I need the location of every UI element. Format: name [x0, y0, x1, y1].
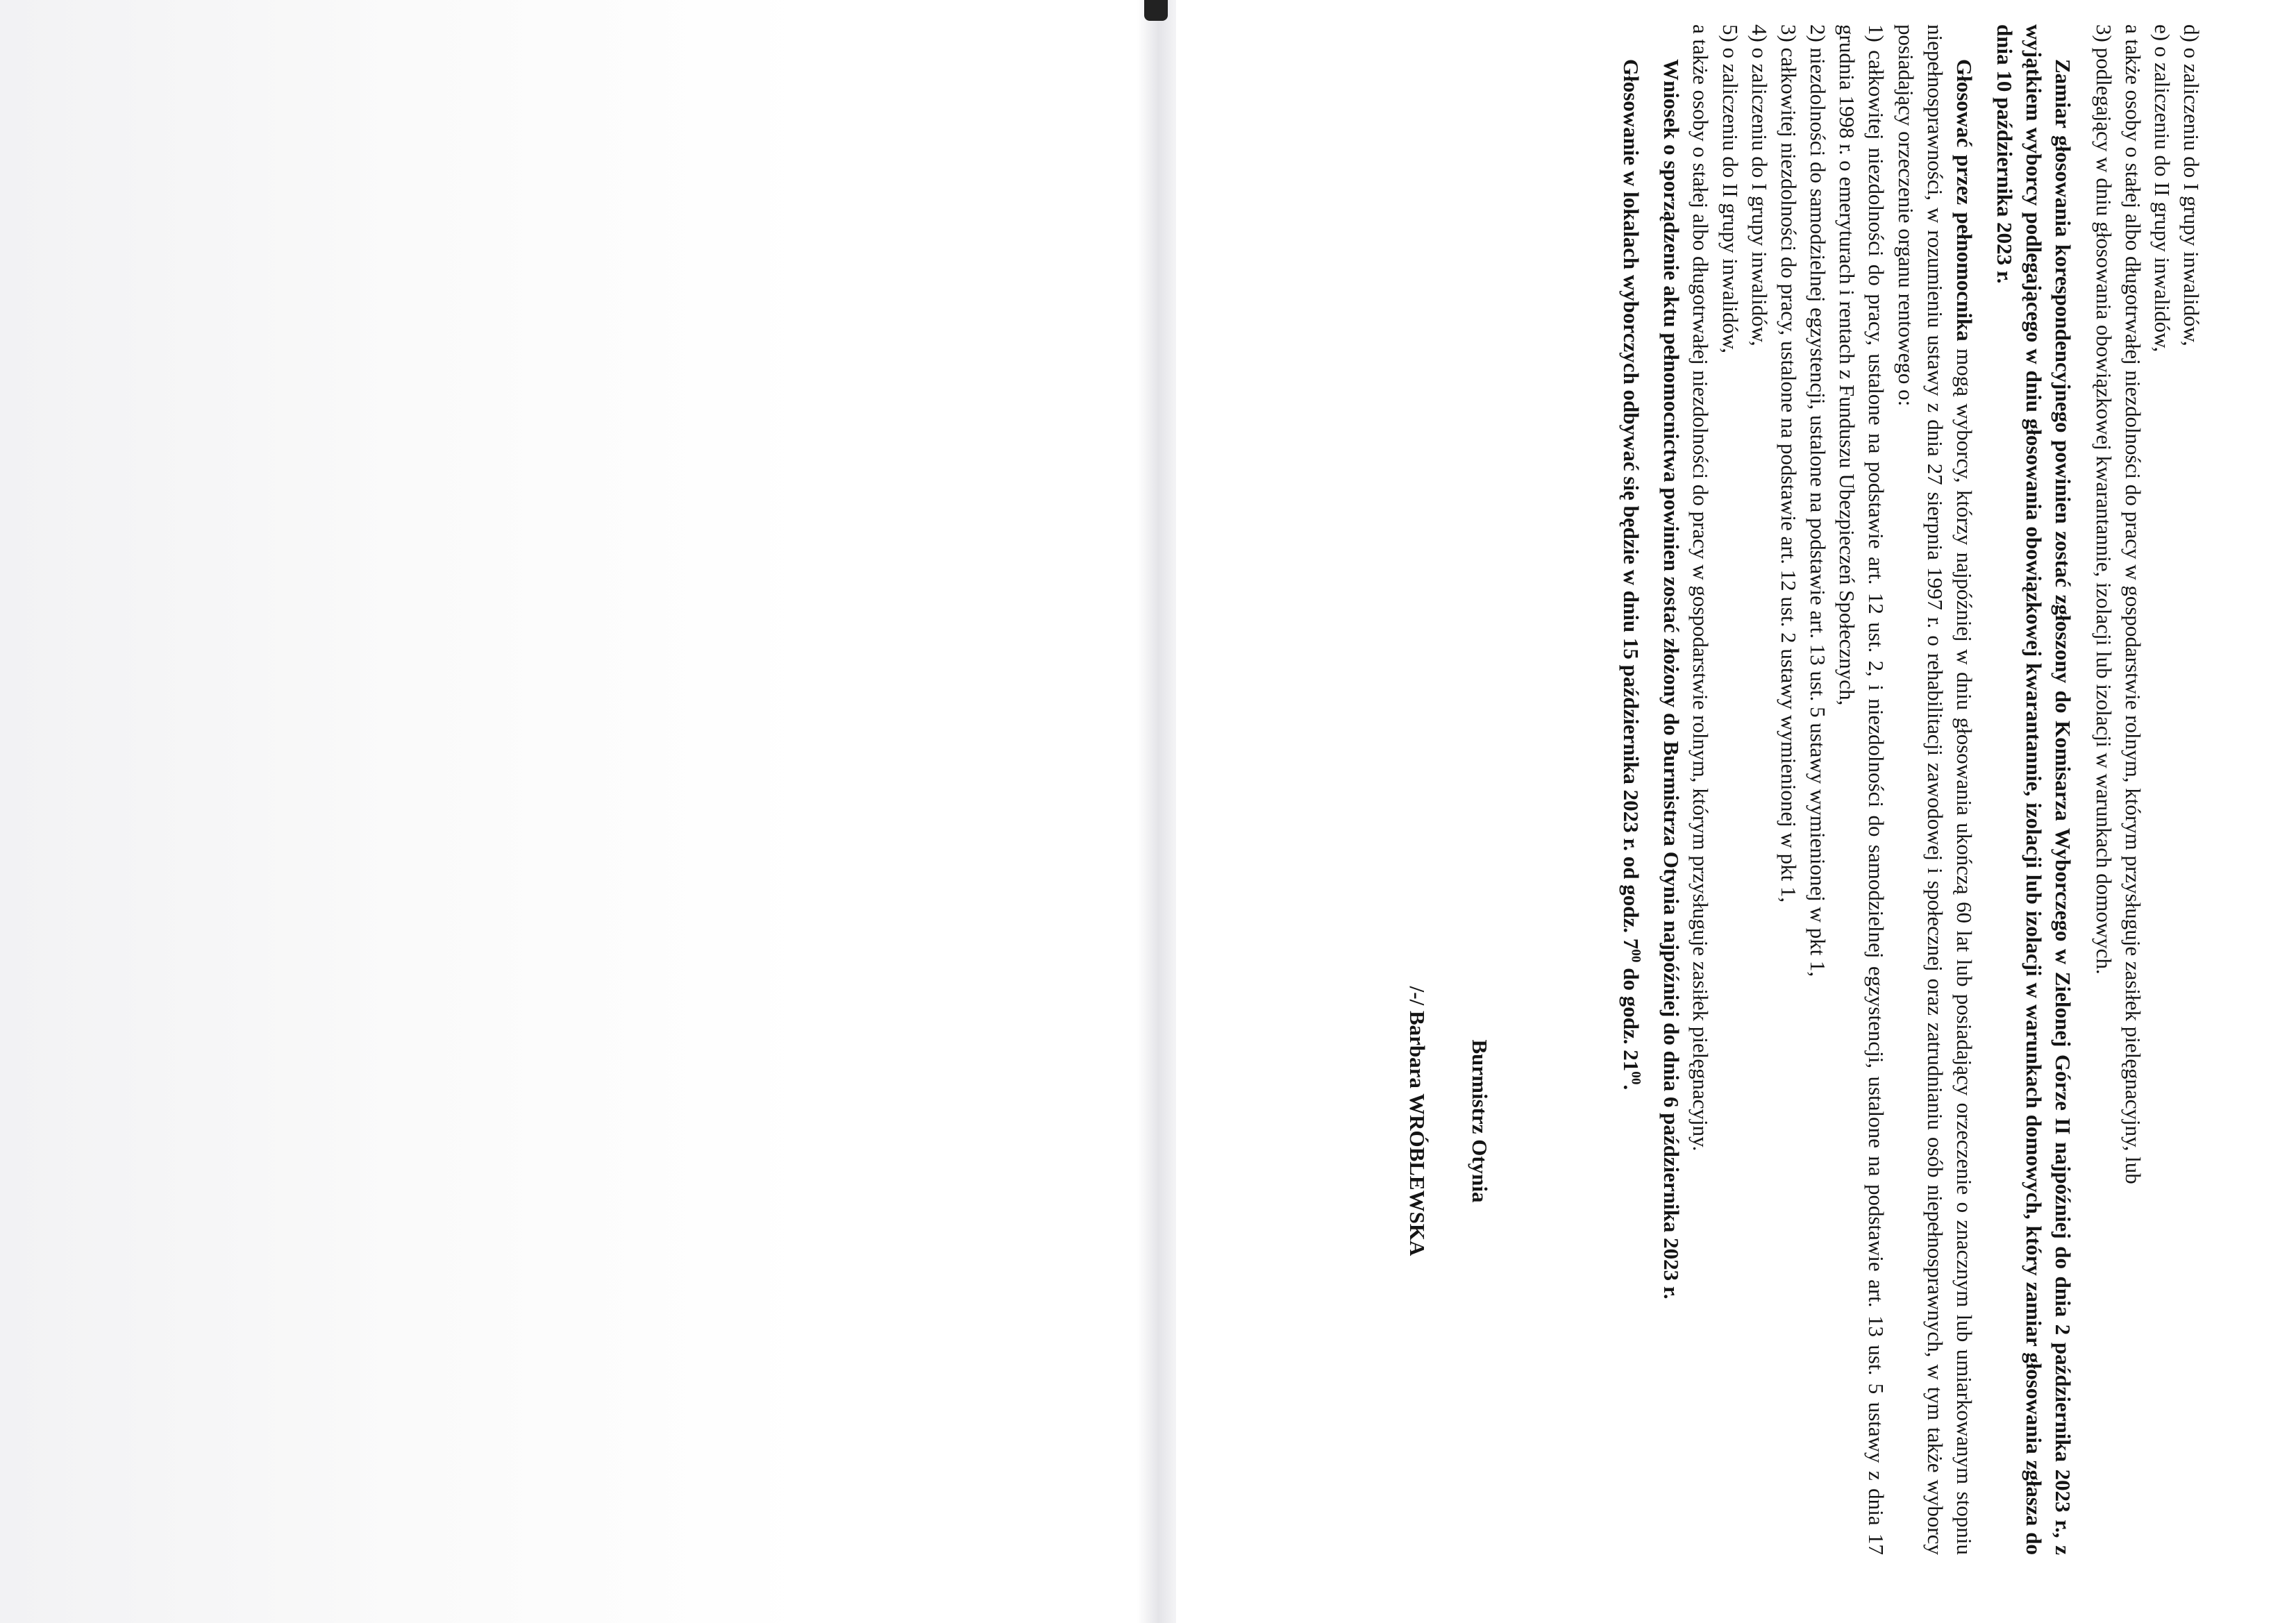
- list-item-e: e) o zaliczeniu do II grupy inwalidów,: [2150, 24, 2175, 353]
- proxy-paragraph: [1891, 24, 1978, 1555]
- proxy-text: mogą wyborcy, którzy najpóźniej w dniu głosowania ukończą 60 lat lub posiadający orzeczenie o znacznym lub umiarkowanym stopniu niepełnosprawności, w rozumieniu ustawy z dnia 27 sierpnia 1997 r. o rehabilitacji zawodowej i społecznej oraz zatrudnianiu osób niepełnosprawnych, w tym także wyborcy posiadający orzeczenie organu rentowego o:: [1893, 24, 1977, 1555]
- voting-text-end: .: [1619, 1084, 1644, 1091]
- voting-text-start: Głosowanie w lokalach wyborczych odbywać się będzie w dniu 15 października 2023 r. od godz. 7: [1619, 59, 1644, 950]
- proxy-list-item-5: 5) o zaliczeniu do II grupy inwalidów,: [1718, 24, 1743, 354]
- proxy-list-item-3: 3) całkowitej niezdolności do pracy, ustalone na podstawie art. 12 ust. 2 ustawy wymienionej w pkt 1,: [1776, 24, 1801, 903]
- voting-start-minutes: 00: [1628, 949, 1643, 963]
- signature-role: Burmistrz Otynia: [1468, 1039, 1493, 1203]
- document-page: [1402, 24, 2206, 1555]
- list-item-d: d) o zaliczeniu do I grupy inwalidów,: [2179, 24, 2204, 346]
- signature-block: [1402, 937, 1494, 1305]
- voting-text-mid: do godz. 21: [1619, 962, 1644, 1072]
- gutter-binding-mark: [1144, 0, 1168, 21]
- proxy-list-item-4: 4) o zaliczeniu do I grupy inwalidów,: [1747, 24, 1772, 346]
- voting-hours-paragraph: [1616, 24, 1645, 1555]
- proxy-deadline-paragraph: Wniosek o sporządzenie aktu pełnomocnictwa powinien zostać złożony do Burmistrza Otynia najpóźniej do dnia 6 października 2023 r.: [1659, 59, 1684, 1300]
- proxy-lead: Głosować przez pełnomocnika: [1952, 59, 1977, 342]
- also-persons-paragraph: a także osoby o stałej albo długotrwałej niezdolności do pracy w gospodarstwie rolnym, którym przysługuje zasiłek pielęgnacyjny, lub: [2120, 24, 2145, 1184]
- proxy-list-item-2: 2) niezdolności do samodzielnej egzystencji, ustalone na podstawie art. 13 ust. 5 ustawy wymienionej w pkt 1,: [1806, 24, 1831, 977]
- signature-name: /-/ Barbara WRÓBLEWSKA: [1405, 986, 1430, 1256]
- proxy-list-item-1: 1) całkowitej niezdolności do pracy, ustalone na podstawie art. 12 ust. 2, i niezdolności do samodzielnej egzystencji, ustalone na podstawie art. 13 ust. 5 ustawy z dnia 17 grudnia 1998 r. o emeryturach i rentach z Funduszu Ubezpieczeń Społecznych,: [1835, 24, 1889, 1555]
- voting-end-minutes: 00: [1628, 1071, 1643, 1085]
- quarantine-item: 3) podlegający w dniu głosowania obowiązkowej kwarantannie, izolacji lub izolacji w warunkach domowych.: [2091, 24, 2116, 975]
- book-gutter: [1137, 0, 1176, 1623]
- proxy-also-paragraph: a także osoby o stałej albo długotrwałej niezdolności do pracy w gospodarstwie rolnym, którym przysługuje zasiłek pielęgnacyjny.: [1689, 24, 1713, 1152]
- correspondence-deadline-paragraph: Zamiar głosowania korespondencyjnego powinien zostać zgłoszony do Komisarza Wyborczego w Zielonej Górze II najpóźniej do dnia 2 października 2023 r., z wyjątkiem wyborcy podlegającego w dniu głosowania obowiązkowej kwarantannie, izolacji lub izolacji w warunkach domowych, który zamiar głosowania zgłasza do dnia 10 października 2023 r.: [1993, 24, 2076, 1555]
